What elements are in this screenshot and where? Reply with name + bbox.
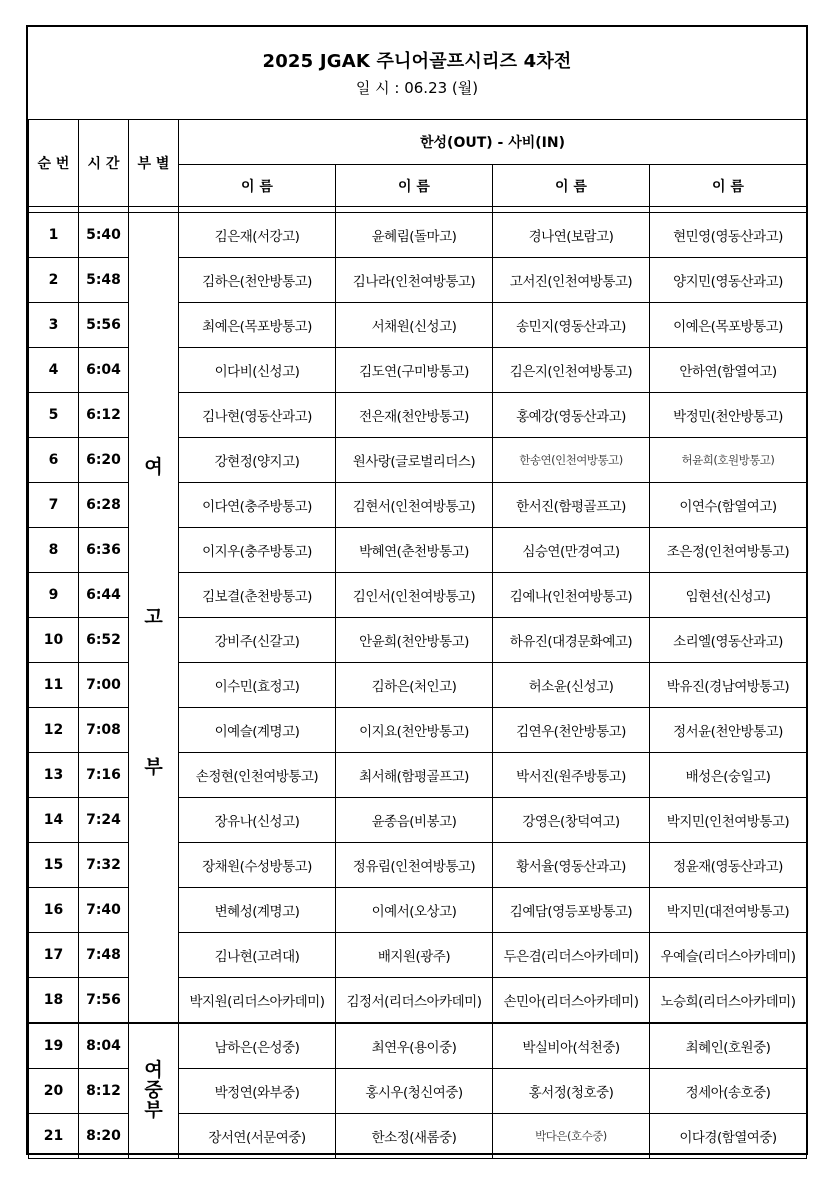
tee-time: 7:48 (79, 933, 129, 978)
player-name: 정윤재(영동산과고) (650, 843, 807, 888)
division-char: 고 (144, 605, 163, 628)
row-number: 1 (29, 213, 79, 258)
player-name: 이지요(천안방통고) (336, 708, 493, 753)
player-name: 강영은(창덕여고) (493, 798, 650, 843)
player-name: 김나라(인천여방통고) (336, 258, 493, 303)
tee-time: 7:40 (79, 888, 129, 933)
tee-time: 6:28 (79, 483, 129, 528)
tee-time: 7:56 (79, 978, 129, 1024)
row-number: 15 (29, 843, 79, 888)
tee-time: 5:48 (79, 258, 129, 303)
header-name-1: 이 름 (179, 165, 336, 207)
player-name: 박정연(와부중) (179, 1069, 336, 1114)
player-name: 최연우(용이중) (336, 1023, 493, 1069)
division-high-school (129, 213, 179, 1024)
player-name: 박다은(호수중) (493, 1114, 650, 1159)
player-name: 장유나(신성고) (179, 798, 336, 843)
player-name: 한소정(새롬중) (336, 1114, 493, 1159)
player-name: 하유진(대경문화예고) (493, 618, 650, 663)
row-number: 11 (29, 663, 79, 708)
player-name: 박지원(리더스아카데미) (179, 978, 336, 1024)
division-char: 부 (144, 755, 163, 778)
tee-time: 8:04 (79, 1023, 129, 1069)
player-name: 김연우(천안방통고) (493, 708, 650, 753)
player-name: 원사랑(글로벌리더스) (336, 438, 493, 483)
player-name: 강비주(신갈고) (179, 618, 336, 663)
player-name: 안하연(함열여고) (650, 348, 807, 393)
player-name: 김은재(서강고) (179, 213, 336, 258)
page-title: 2025 JGAK 주니어골프시리즈 4차전 (262, 51, 572, 72)
player-name: 박지민(인천여방통고) (650, 798, 807, 843)
player-name: 배성은(숭일고) (650, 753, 807, 798)
tee-time: 6:36 (79, 528, 129, 573)
player-name: 김하은(천안방통고) (179, 258, 336, 303)
player-name: 노승희(리더스아카데미) (650, 978, 807, 1024)
division-char: 여 (144, 455, 163, 478)
row-number: 10 (29, 618, 79, 663)
player-name: 김하은(처인고) (336, 663, 493, 708)
player-name: 김현서(인천여방통고) (336, 483, 493, 528)
row-number: 2 (29, 258, 79, 303)
schedule-sheet (26, 25, 808, 1155)
player-name: 박정민(천안방통고) (650, 393, 807, 438)
player-name: 윤종음(비봉고) (336, 798, 493, 843)
player-name: 최예은(목포방통고) (179, 303, 336, 348)
header-name-3: 이 름 (493, 165, 650, 207)
player-name: 정유림(인천여방통고) (336, 843, 493, 888)
row-number: 6 (29, 438, 79, 483)
player-name: 허윤희(호원방통고) (650, 438, 807, 483)
division-char: 여 (144, 1059, 163, 1082)
player-name: 이다경(함열여중) (650, 1114, 807, 1159)
player-name: 최서해(함평골프고) (336, 753, 493, 798)
tee-time: 8:12 (79, 1069, 129, 1114)
tee-time: 8:20 (79, 1114, 129, 1159)
player-name: 박지민(대전여방통고) (650, 888, 807, 933)
player-name: 이다연(충주방통고) (179, 483, 336, 528)
row-number: 19 (29, 1023, 79, 1069)
player-name: 최혜인(호원중) (650, 1023, 807, 1069)
player-name: 정서윤(천안방통고) (650, 708, 807, 753)
player-name: 임현선(신성고) (650, 573, 807, 618)
division-char: 부 (144, 1098, 163, 1121)
player-name: 변혜성(계명고) (179, 888, 336, 933)
player-name: 한서진(함평골프고) (493, 483, 650, 528)
player-name: 박유진(경남여방통고) (650, 663, 807, 708)
player-name: 박혜연(춘천방통고) (336, 528, 493, 573)
player-name: 남하은(은성중) (179, 1023, 336, 1069)
player-name: 우예슬(리더스아카데미) (650, 933, 807, 978)
player-name: 김예담(영등포방통고) (493, 888, 650, 933)
player-name: 손정현(인천여방통고) (179, 753, 336, 798)
tee-time: 7:24 (79, 798, 129, 843)
row-number: 17 (29, 933, 79, 978)
division-middle-school (129, 1023, 179, 1159)
player-name: 이연수(함열여고) (650, 483, 807, 528)
player-name: 조은정(인천여방통고) (650, 528, 807, 573)
table-row (29, 213, 807, 258)
player-name: 김정서(리더스아카데미) (336, 978, 493, 1024)
row-number: 3 (29, 303, 79, 348)
player-name: 안윤희(천안방통고) (336, 618, 493, 663)
player-name: 김도연(구미방통고) (336, 348, 493, 393)
player-name: 배지원(광주) (336, 933, 493, 978)
player-name: 고서진(인천여방통고) (493, 258, 650, 303)
row-number: 20 (29, 1069, 79, 1114)
tee-time: 6:44 (79, 573, 129, 618)
player-name: 이예슬(계명고) (179, 708, 336, 753)
player-name: 김나현(고려대) (179, 933, 336, 978)
row-number: 4 (29, 348, 79, 393)
table-row (29, 1023, 807, 1069)
player-name: 이수민(효정고) (179, 663, 336, 708)
header-no: 순 번 (29, 120, 79, 207)
tee-time: 7:00 (79, 663, 129, 708)
row-number: 16 (29, 888, 79, 933)
table-body (29, 213, 807, 1159)
header-name-2: 이 름 (336, 165, 493, 207)
player-name: 박실비아(석천중) (493, 1023, 650, 1069)
tee-time: 6:12 (79, 393, 129, 438)
player-name: 서채원(신성고) (336, 303, 493, 348)
player-name: 김보결(춘천방통고) (179, 573, 336, 618)
player-name: 김은지(인천여방통고) (493, 348, 650, 393)
event-date: 일 시 : 06.23 (월) (355, 79, 479, 97)
tee-time: 7:32 (79, 843, 129, 888)
row-number: 7 (29, 483, 79, 528)
player-name: 양지민(영동산과고) (650, 258, 807, 303)
player-name: 김인서(인천여방통고) (336, 573, 493, 618)
row-number: 9 (29, 573, 79, 618)
player-name: 장서연(서문여중) (179, 1114, 336, 1159)
player-name: 김나현(영동산과고) (179, 393, 336, 438)
player-name: 김예나(인천여방통고) (493, 573, 650, 618)
title-block (28, 27, 806, 120)
player-name: 이예은(목포방통고) (650, 303, 807, 348)
tee-time: 6:20 (79, 438, 129, 483)
tee-time: 6:52 (79, 618, 129, 663)
header-time: 시 간 (79, 120, 129, 207)
row-number: 14 (29, 798, 79, 843)
tee-time: 7:16 (79, 753, 129, 798)
player-name: 이예서(오상고) (336, 888, 493, 933)
player-name: 윤혜림(돌마고) (336, 213, 493, 258)
row-number: 12 (29, 708, 79, 753)
header-course: 한성(OUT) - 사비(IN) (179, 120, 807, 165)
tee-time: 7:08 (79, 708, 129, 753)
header-division: 부 별 (129, 120, 179, 207)
player-name: 홍예강(영동산과고) (493, 393, 650, 438)
row-number: 5 (29, 393, 79, 438)
player-name: 손민아(리더스아카데미) (493, 978, 650, 1024)
player-name: 소리엘(영동산과고) (650, 618, 807, 663)
player-name: 장채원(수성방통고) (179, 843, 336, 888)
player-name: 한송연(인천여방통고) (493, 438, 650, 483)
player-name: 현민영(영동산과고) (650, 213, 807, 258)
tee-time: 5:40 (79, 213, 129, 258)
player-name: 강현정(양지고) (179, 438, 336, 483)
row-number: 18 (29, 978, 79, 1024)
player-name: 홍서정(청호중) (493, 1069, 650, 1114)
player-name: 이다비(신성고) (179, 348, 336, 393)
division-char: 중 (144, 1079, 163, 1102)
player-name: 심승연(만경여고) (493, 528, 650, 573)
player-name: 박서진(원주방통고) (493, 753, 650, 798)
player-name: 홍시우(청신여중) (336, 1069, 493, 1114)
player-name: 송민지(영동산과고) (493, 303, 650, 348)
row-number: 13 (29, 753, 79, 798)
tee-time-table (28, 119, 807, 1159)
player-name: 경나연(보람고) (493, 213, 650, 258)
player-name: 전은재(천안방통고) (336, 393, 493, 438)
player-name: 허소윤(신성고) (493, 663, 650, 708)
player-name: 황서율(영동산과고) (493, 843, 650, 888)
tee-time: 5:56 (79, 303, 129, 348)
tee-time: 6:04 (79, 348, 129, 393)
row-number: 21 (29, 1114, 79, 1159)
row-number: 8 (29, 528, 79, 573)
header-name-4: 이 름 (650, 165, 807, 207)
player-name: 정세아(송호중) (650, 1069, 807, 1114)
player-name: 이지우(충주방통고) (179, 528, 336, 573)
player-name: 두은겸(리더스아카데미) (493, 933, 650, 978)
